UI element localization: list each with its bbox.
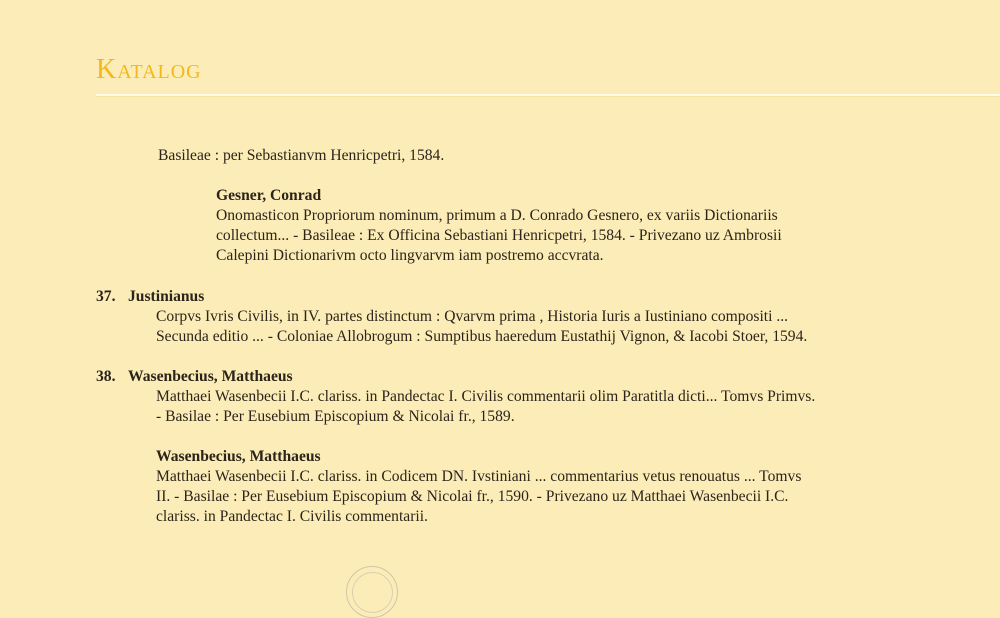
- entry-number: 38.: [96, 368, 116, 385]
- continuation-line: Basileae : per Sebastianvm Henricpetri, 1584.: [158, 147, 445, 164]
- header-divider: [96, 94, 1000, 96]
- entry-line: collectum... - Basileae : Ex Officina Sebastiani Henricpetri, 1584. - Privezano uz Ambrosii: [216, 227, 782, 244]
- entry-author: Wasenbecius, Matthaeus: [128, 368, 293, 385]
- entry-line: clariss. in Pandectac I. Civilis commentarii.: [156, 508, 428, 525]
- entry-line: Onomasticon Propriorum nominum, primum a D. Conrado Gesnero, ex variis Dictionariis: [216, 207, 778, 224]
- entry-author: Gesner, Conrad: [216, 187, 322, 204]
- entry-number: 37.: [96, 288, 116, 305]
- entry-line: Matthaei Wasenbecii I.C. clariss. in Pandectac I. Civilis commentarii olim Paratitla dicti... Tomvs Primvs.: [156, 388, 816, 405]
- entry-line: Secunda editio ... - Coloniae Allobrogum : Sumptibus haeredum Eustathij Vignon, & Iacobi Stoer, 1594.: [156, 328, 808, 345]
- entry-author: Wasenbecius, Matthaeus: [156, 448, 321, 465]
- entry-line: Matthaei Wasenbecii I.C. clariss. in Codicem DN. Ivstiniani ... commentarius vetus renouatus ... Tomvs: [156, 468, 802, 485]
- entry-author: Justinianus: [128, 288, 205, 305]
- entry-line: Calepini Dictionarivm octo lingvarvm iam postremo accvrata.: [216, 247, 604, 264]
- entry-line: II. - Basilae : Per Eusebium Episcopium & Nicolai fr., 1590. - Privezano uz Matthaei Wasenbecii I.C.: [156, 488, 789, 505]
- entry-line: Corpvs Ivris Civilis, in IV. partes distinctum : Qvarvm prima , Historia Iuris a Iustiniano compositi ...: [156, 308, 789, 325]
- page-title: Katalog: [96, 54, 202, 85]
- page-number-ornament: [346, 566, 398, 618]
- entry-line: - Basilae : Per Eusebium Episcopium & Nicolai fr., 1589.: [156, 408, 515, 425]
